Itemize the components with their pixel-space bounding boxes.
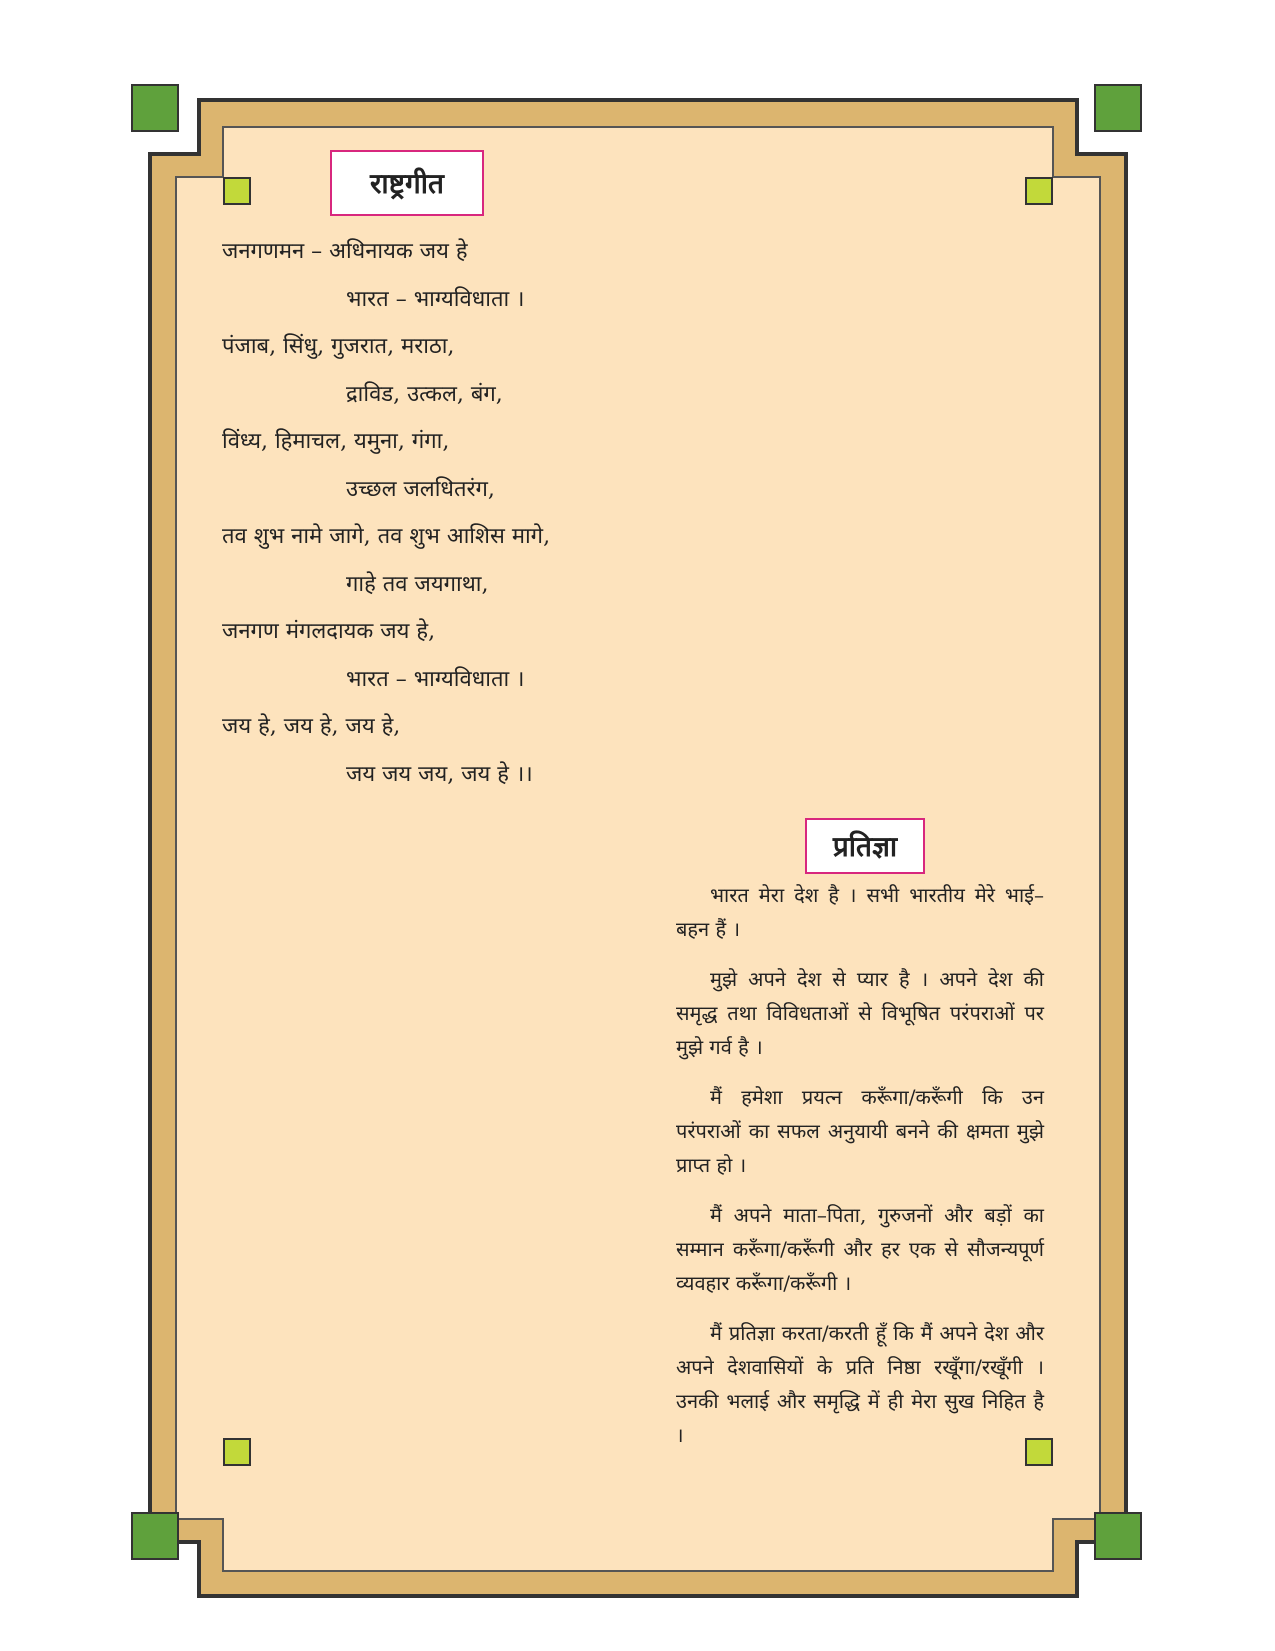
anthem-line: जनगण मंगलदायक जय हे,: [222, 619, 436, 644]
anthem-line: तव शुभ नामे जागे, तव शुभ आशिस मागे,: [222, 524, 551, 549]
anthem-title: राष्ट्रगीत: [330, 150, 484, 216]
anthem-line: जय जय जय, जय हे ।।: [346, 761, 533, 787]
corner-square-icon: [131, 1512, 179, 1560]
anthem-line: जय हे, जय हे, जय हे,: [222, 714, 401, 739]
anthem-line: विंध्य, हिमाचल, यमुना, गंगा,: [222, 429, 450, 454]
pledge-title: प्रतिज्ञा: [805, 818, 925, 874]
pledge-paragraph: मैं हमेशा प्रयत्न करूँगा/करूँगी कि उन परंपराओं का सफल अनुयायी बनने की क्षमता मुझे प्राप्त हो ।: [676, 1085, 1044, 1177]
corner-square-icon: [1025, 177, 1053, 205]
anthem-line: भारत – भाग्यविधाता ।: [346, 286, 525, 312]
pledge-text: [676, 878, 1044, 1468]
pledge-paragraph: मैं प्रतिज्ञा करता/करती हूँ कि मैं अपने देश और अपने देशवासियों के प्रति निष्ठा रखूँगा/रखूँगी । उनकी भलाई और समृद्धि में ही मेरा सुख निहित है ।: [676, 1321, 1044, 1447]
corner-square-icon: [223, 177, 251, 205]
anthem-lyrics: [222, 228, 550, 798]
corner-square-icon: [1094, 84, 1142, 132]
corner-square-icon: [223, 1438, 251, 1466]
pledge-paragraph: भारत मेरा देश है । सभी भारतीय मेरे भाई–बहन हैं ।: [676, 883, 1044, 941]
anthem-line: उच्छल जलधितरंग,: [346, 476, 495, 502]
anthem-line: पंजाब, सिंधु, गुजरात, मराठा,: [222, 334, 455, 359]
anthem-line: द्राविड, उत्कल, बंग,: [346, 381, 503, 407]
anthem-line: भारत – भाग्यविधाता ।: [346, 666, 525, 692]
pledge-paragraph: मुझे अपने देश से प्यार है । अपने देश की समृद्ध तथा विविधताओं से विभूषित परंपराओं पर मुझे गर्व है ।: [676, 967, 1044, 1059]
pledge-paragraph: मैं अपने माता–पिता, गुरुजनों और बड़ों का सम्मान करूँगा/करूँगी और हर एक से सौजन्यपूर्ण व्यवहार करूँगा/करूँगी ।: [676, 1203, 1044, 1295]
anthem-line: जनगणमन – अधिनायक जय हे: [222, 239, 468, 264]
corner-square-icon: [1094, 1512, 1142, 1560]
anthem-line: गाहे तव जयगाथा,: [346, 571, 489, 597]
corner-square-icon: [131, 84, 179, 132]
